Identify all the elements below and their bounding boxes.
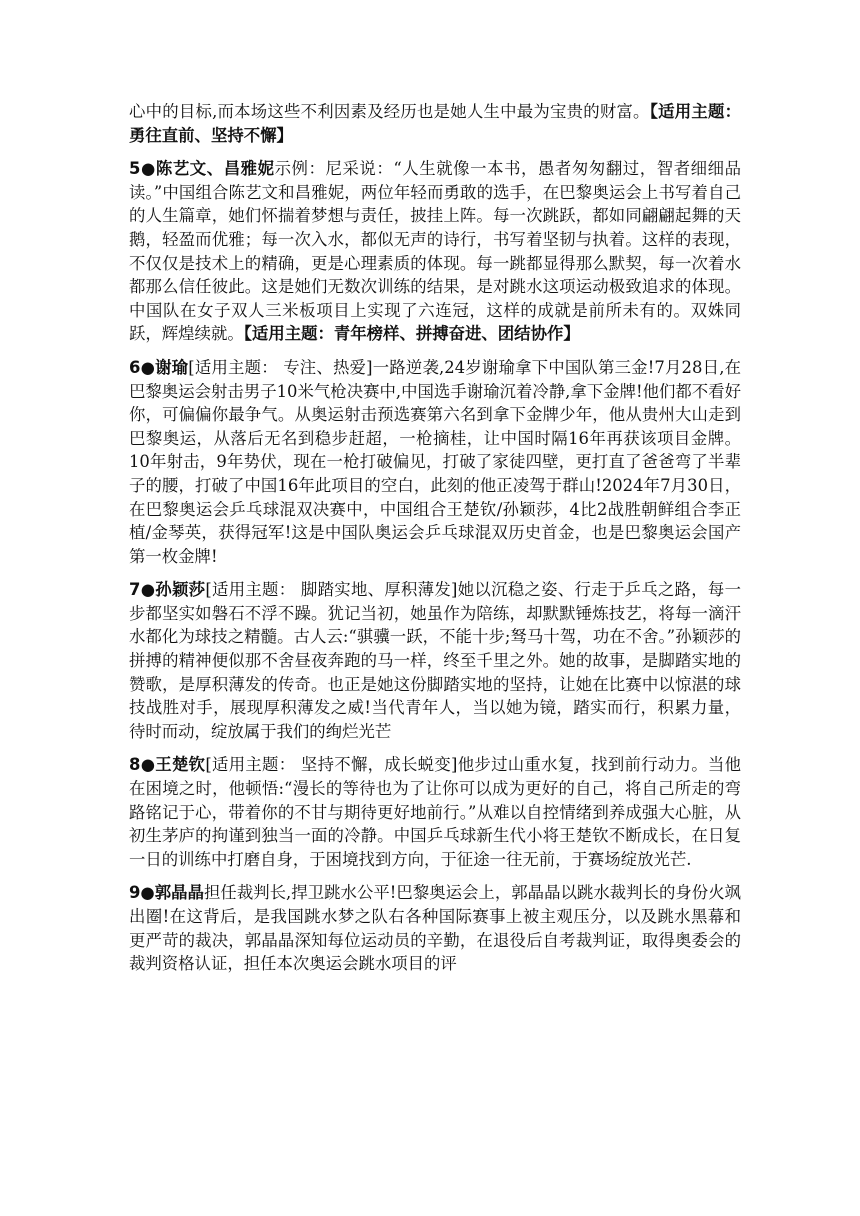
paragraph-item-5 bbox=[129, 157, 741, 346]
paragraph-item-6 bbox=[129, 356, 741, 568]
paragraph-text: 心中的目标,而本场这些不利因素及经历也是她人生中最为宝贵的财富。 bbox=[129, 102, 650, 121]
paragraph-text: 担任裁判长,捍卫跳水公平!巴黎奥运会上，郭晶晶以跳水裁判长的身份火飒出圈!在这背后，是我国跳水梦之队右各种国际赛事上被主观压分，以及跳水黑幕和更严苛的裁决，郭晶晶深知每位运动员的辛勤，在退役后自考裁判证，取得奥委会的裁判资格认证，担任本次奥运会跳水项目的评 bbox=[129, 883, 742, 974]
item-heading: 6●谢瑜 bbox=[129, 357, 189, 377]
item-heading: 9●郭晶晶 bbox=[129, 883, 204, 903]
item-heading: 8●王楚钦 bbox=[129, 755, 206, 775]
paragraph-item-9 bbox=[129, 881, 741, 975]
document-body bbox=[129, 100, 741, 986]
paragraph-text: [适用主题： 坚持不懈，成长蜕变]他步过山重水复，找到前行动力。当他在困境之时，他顿悟:“漫长的等待也为了让你可以成为更好的自己，将自己所走的弯路铭记于心，带着你的不甘与期待更好地前行。”从难以自控情绪到养成强大心脏，从初生茅庐的拘谨到独当一面的冷静。中国乒乓球新生代小将王楚钦不断成长，在日复一日的训练中打磨自身，于困境找到方向，于征途一往无前，于赛场绽放光芒. bbox=[129, 755, 741, 869]
paragraph-text: [适用主题： 脚踏实地、厚积薄发]她以沉稳之姿、行走于乒乓之路，每一步都坚实如磐石不浮不躁。犹记当初，她虽作为陪练，却默默锤炼技艺，将每一滴汗水都化为球技之精髓。古人云:“骐骥一跃，不能十步;驽马十驾，功在不舍。”孙颖莎的拼搏的精神便似那不舍昼夜奔跑的马一样，终至千里之外。她的故事，是脚踏实地的赞歌，是厚积薄发的传奇。也正是她这份脚踏实地的坚持，让她在比赛中以惊湛的球技战胜对手，展现厚积薄发之威!当代青年人，当以她为镜，踏实而行，积累力量，待时而动，绽放属于我们的绚烂光芒 bbox=[129, 580, 741, 741]
paragraph-item-8 bbox=[129, 753, 741, 871]
item-heading: 5●陈艺文、昌雅妮 bbox=[129, 159, 275, 179]
paragraph-text: 示例：尼采说：“人生就像一本书，愚者匆匆翻过，智者细细品读。”中国组合陈艺文和昌雅妮，两位年轻而勇敢的选手，在巴黎奥运会上书写着自己的人生篇章，她们怀揣着梦想与责任，披挂上阵。每一次跳跃，都如同翩翩起舞的天鹅，轻盈而优雅；每一次入水，都似无声的诗行，书写着坚韧与执着。这样的表现，不仅仅是技术上的精确，更是心理素质的体现。每一跳都显得那么默契，每一次着水都那么信任彼此。这是她们无数次训练的结果，是对跳水这项运动极致追求的体现。中国队在女子双人三米板项目上实现了六连冠，这样的成就是前所未有的。双姝同跃，辉煌续就。 bbox=[129, 159, 741, 344]
theme-label: 【适用主题：勇往直前、坚持不懈】 bbox=[129, 102, 741, 145]
item-heading: 7●孙颖莎 bbox=[129, 580, 206, 600]
theme-label: 【适用主题：青年榜样、拼搏奋进、团结协作】 bbox=[243, 324, 580, 344]
paragraph-text: [适用主题： 专注、热爱]一路逆袭,24岁谢瑜拿下中国队第三金!7月28日,在巴黎奥运会射击男子10米气枪决赛中,中国选手谢瑜沉着冷静,拿下金牌!他们都不看好你，可偏偏你最争气。从奥运射击预选赛第六名到拿下金牌少年，他从贵州大山走到巴黎奥运，从落后无名到稳步赶超，一枪摘桂，让中国时隔16年再获该项目金牌。10年射击，9年势伏，现在一枪打破偏见，打破了家徒四壁，更打直了爸爸弯了半辈子的腰，打破了中国16年此项目的空白，此刻的他正凌驾于群山!2024年7月30日，在巴黎奥运会乒乓球混双决赛中，中国组合王楚钦/孙颖莎，4比2战胜朝鲜组合李正植/金琴英，获得冠军!这是中国队奥运会乒乓球混双历史首金，也是巴黎奥运会国产第一枚金牌! bbox=[129, 357, 741, 566]
paragraph-continuation bbox=[129, 100, 741, 147]
paragraph-item-7 bbox=[129, 578, 741, 743]
